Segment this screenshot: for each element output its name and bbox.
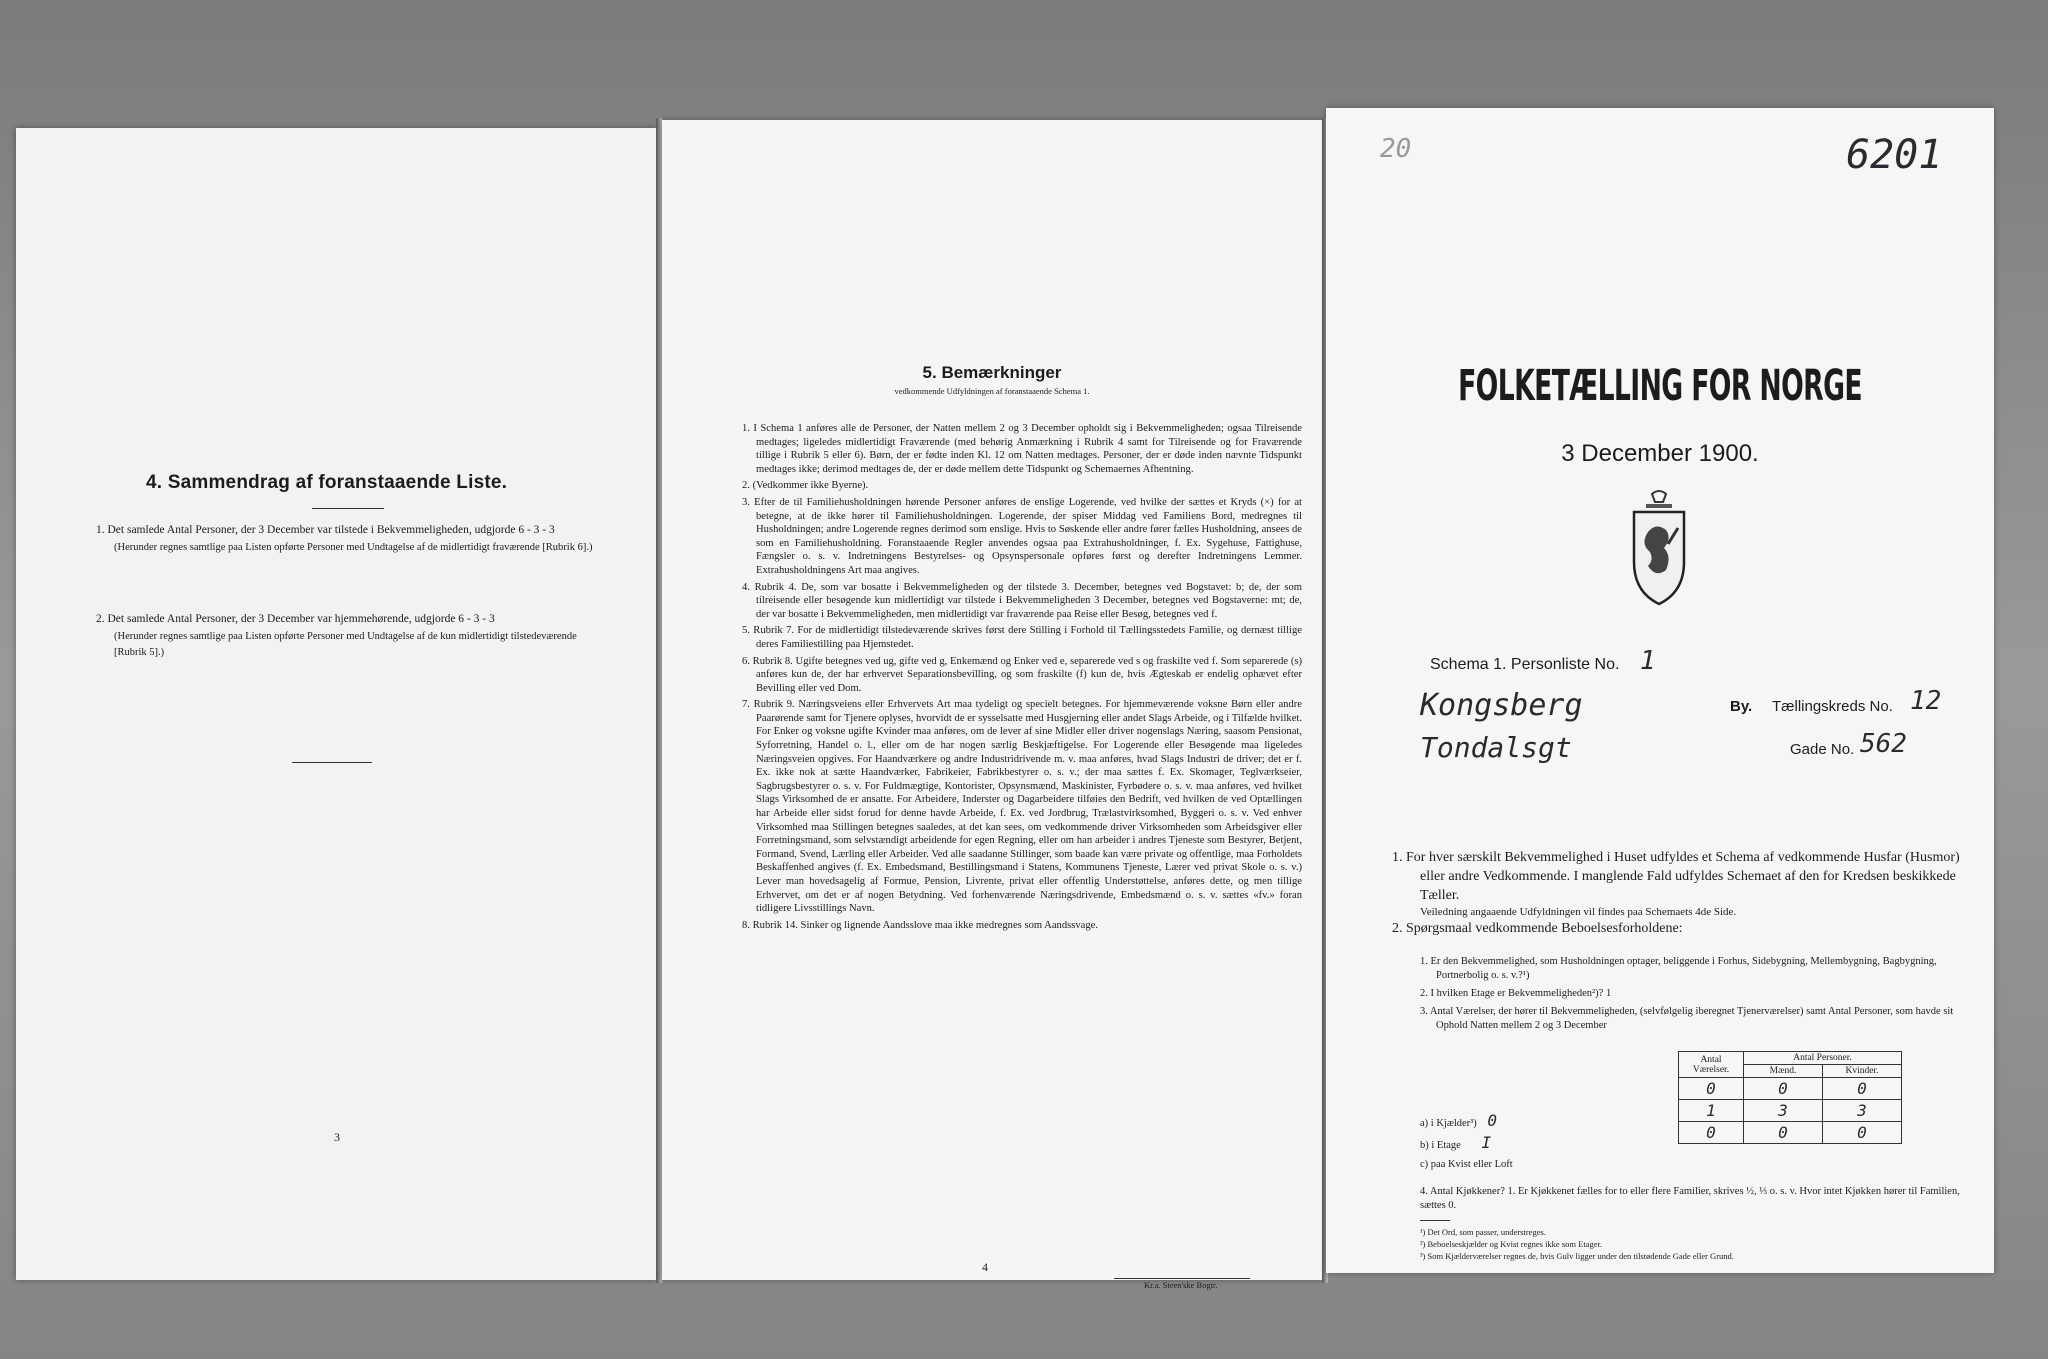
instructions [1392,848,1962,938]
summary-item-resident-text: 2. Det samlede Antal Personer, der 3 December var hjemmehørende, udgjorde 6 - 3 - 3 [96,613,495,625]
right-page [1326,108,1994,1273]
housing-question: 3. Antal Værelser, der hører til Bekvemmeligheden, (selvfølgelig iberegnet Tjenerværelser) samt Antal Personer, som havde sit Ophold Natten mellem 2 og 3 December [1420,1006,1954,1031]
left-page-title: 4. Sammendrag af foranstaaende Liste. [146,472,508,493]
schema-label: Schema 1. Personliste No. [1430,656,1620,673]
middle-page [662,120,1322,1290]
row-label-text: c) paa Kvist eller Loft [1420,1159,1513,1170]
cell-men: 3 [1744,1100,1823,1122]
summary-item-present [96,523,606,556]
coat-of-arms-icon [1624,488,1694,608]
instruction-item: 1. For hver særskilt Bekvemmelighed i Huset udfyldes et Schema af vedkommende Husfar (Husmor) eller andre Vedkommende. I manglende Fald udfyldes Schemaet af den for Kredsen beskikkede Tæller. [1392,850,1960,903]
footnote: ¹) Det Ord, som passer, understreges. [1420,1227,1546,1237]
housing-questions [1420,955,1965,1037]
printer-credit: Kr.a. Steen'ske Bogtr. [1144,1280,1218,1290]
middle-page-number: 4 [982,1260,988,1274]
remark-item: 7. Rubrik 9. Næringsveiens eller Erhvervets Art maa tydeligt og specielt betegnes. For hjemmeværende voksne Børn eller andre Paarørende samt for Tjenere oplyses, hvorvidt de er sysselsatte med Husgjerning eller andet Slags Arbeide, og i Tilfælde hvilket. For Enker og voksne ugifte Kvinder maa anføres, om de lever af sine Midler eller driver nogenslags Næring, saasom Pensionat, Syforretning, Handel o. l., eller om de har nogen særlig Beskjæftigelse. For Logerende eller Besøgende maa ligeledes Næringsveien opgives. For Haandværkere og andre Industridrivende m. v. maa anføres, hvad Slags Industri de driver; det er f. Ex. ikke nok at sætte Haandværker, Fabrikeier, Fabrikbestyrer o. s. v.; der maa sættes f. Ex. Skomager, Teglværkseier, Sagbrugsbestyrer o. s. v. For Fuldmægtige, Kontorister, Opsynsmænd, Maskinister, Fyrbødere o. s. v. maa anføres, ved hvilket Slags Virksomhed de er ansatte. For Arbeidere, Inderster og Dagarbeidere tilføies den Bedrift, ved hvilken de ved Optællingen har Arbeide eller sidst forud for denne havde Arbeide, f. Ex. ved Jordbrug, Trælastvirksomhed, Byggeri o. s. v. Ved enhver Virksomhed maa Stillingen betegnes saaledes, at det kan sees, om vedkommende driver Virksomheden som Arbeidsgiver eller Forretningsmand, som selvstændigt arbeidende for egen Regning, eller om han arbeider i andres Tjeneste som Bestyrer, Betjent, Formand, Svend, Lærling eller Arbeider. Ved alle saadanne Stillinger, som baade kan være private og offentlige, maa Forholdets Beskaffenhed angives (f. Ex. Embedsmand, Bestillingsmand i Statens, Kommunens Tjeneste, Lærer ved privat Skole o. s. v.) Lever man hovedsagelig af Formue, Pension, Livrente, privat eller offentlig Understøttelse, anføres dette, og men tillige Erhvervet, om det er af nogen Betydning. Ved forhenværende Næringsdrivende, Embedsmænd o. s. v. sættes «fv.» foran tidligere Livsstillings Navn. [742,699,1302,915]
table-row [1679,1122,1902,1144]
remark-item: 6. Rubrik 8. Ugifte betegnes ved ug, gifte ved g, Enkemænd og Enker ved e, separerede ved s og fraskilte ved f. Som separerede (s) anføres kun de, der har erhvervet Separationsbevilling, og som fraskilte (f) kun de, hvis Ægteskab er endelig ophævet efter Bevilling eller ved Dom. [742,655,1302,694]
gade-number: 562 [1860,729,1907,759]
gade-label: Gade No. [1790,741,1855,758]
census-date: 3 December 1900. [1561,440,1759,467]
cell-men: 0 [1744,1078,1823,1100]
pencil-note-archive-number: 6201 [1846,132,1943,178]
schema-line [1430,646,1656,676]
col-header-men: Mænd. [1744,1065,1823,1078]
kreds-label: Tællingskreds No. [1772,698,1893,715]
street-row [1420,731,1960,764]
kreds-number: 12 [1910,686,1942,716]
remark-item: 3. Efter de til Familiehusholdningen hørende Personer anføres de enslige Logerende, ved hvilke der sættes et Kryds (×) for at betegne, at de ikke hører til Familiehusholdningen. Logerende, der spiser Middag ved Familiens Bord, medregnes til Husholdningen; andre Logerende regnes derimod som enslige. Hvis to Søskende eller andre fører fælles Husholdning, ansees de som en Familiehusholdning. Foranstaaende Regler anvendes ogsaa paa Extrahusholdninger, f. Ex. Sygehuse, Fattighuse, Fængsler o. s. v. Indretningens Bestyrelses- og Opsynspersonale opføres først og derefter Indretningens Lemmer. Extrahusholdningens Art maa angives. [742,496,1302,576]
city-row [1420,688,1960,723]
row-label-floor [1420,1133,1680,1155]
street-handwritten: Tondalsgt [1420,731,1572,764]
personliste-number: 1 [1639,646,1656,676]
by-label: By. [1730,698,1753,715]
col-header-persons: Antal Personer. [1744,1052,1902,1065]
remark-item: 2. (Vedkommer ikke Byerne). [742,480,869,492]
cell-rooms: 0 [1679,1078,1744,1100]
cell-rooms: 0 [1679,1122,1744,1144]
footnote: ³) Som Kjælderværelser regnes de, hvis Gulv ligger under den tilstødende Gade eller Grund. [1420,1251,1734,1261]
footnote: ²) Beboelseskjælder og Kvist regnes ikke som Etager. [1420,1239,1602,1249]
cell-women: 3 [1823,1100,1902,1122]
cell-women: 0 [1823,1122,1902,1144]
city-handwritten: Kongsberg [1420,688,1583,723]
section-divider [292,762,372,763]
table-row [1679,1078,1902,1100]
remarks-list [742,422,1302,935]
remarks-subtitle: vedkommende Udfyldningen af foranstaaende Schema 1. [894,386,1090,396]
col-header-rooms: Antal Værelser. [1679,1052,1744,1078]
footnotes [1420,1226,1965,1262]
census-title: FOLKETÆLLING FOR NORGE [1458,361,1862,411]
remark-item: 8. Rubrik 14. Sinker og lignende Aandsslove maa ikke medregnes som Aandssvage. [742,919,1099,931]
row-hand-value: I [1481,1133,1492,1152]
kitchen-question: 4. Antal Kjøkkener? 1. Er Kjøkkenet fælles for to eller flere Familier, skrives ½, ⅓ o. s. v. Hvor intet Kjøkken hører til Familien, sættes 0. [1420,1186,1960,1211]
instruction-item: 2. Spørgsmaal vedkommende Beboelsesforholdene: [1392,921,1683,936]
left-page [16,128,656,1280]
remark-item: 5. Rubrik 7. For de midlertidigt tilstedeværende skrives først dere Stilling i Forhold til Tællingsstedets Familie, og dernæst tillige deres Familiestilling paa Hjemstedet. [742,625,1302,650]
summary-item-resident-note: (Herunder regnes samtlige paa Listen opførte Personer med Undtagelse af de kun midlertidigt tilstedeværende [Rubrik 5].) [114,631,577,658]
summary-item-present-text: 1. Det samlede Antal Personer, der 3 December var tilstede i Bekvemmeligheden, udgjorde 6 - 3 - 3 [96,524,555,536]
row-hand-value: 0 [1487,1111,1498,1130]
table-row-labels [1420,1111,1680,1174]
housing-question: 2. I hvilken Etage er Bekvemmeligheden²)? 1 [1420,988,1612,999]
cell-women: 0 [1823,1078,1902,1100]
row-label-basement [1420,1111,1680,1133]
cell-men: 0 [1744,1122,1823,1144]
col-header-women: Kvinder. [1823,1065,1902,1078]
row-label-text: b) i Etage [1420,1140,1461,1151]
remarks-title: 5. Bemærkninger [922,363,1062,382]
remark-item: 4. Rubrik 4. De, som var bosatte i Bekvemmeligheden og der tilstede 3. December, betegnes ved Bogstavet: b; de, der som tilreisende eller besøgende kun midlertidigt var tilstede i Bekvemmeligheden 3 December, betegnes ved Bogstaverne: mt; de, der var bosatte i Bekvemmeligheden, men midlertidigt var fraværende paa Reise eller Besøg, betegnes ved f. [742,581,1302,620]
rooms-persons-table [1678,1051,1902,1144]
housing-question: 1. Er den Bekvemmelighed, som Husholdningen optager, beliggende i Forhus, Sidebygning, Mellembygning, Bagbygning, Portnerbolig o. s. v.?¹) [1420,956,1937,981]
cell-rooms: 1 [1679,1100,1744,1122]
summary-item-resident [96,612,606,660]
pencil-note-left: 20 [1380,134,1412,164]
instruction-note: Veiledning angaaende Udfyldningen vil findes paa Schemaets 4de Side. [1420,906,1737,918]
row-label-text: a) i Kjælder³) [1420,1118,1477,1129]
title-divider [312,508,384,509]
remark-item: 1. I Schema 1 anføres alle de Personer, der Natten mellem 2 og 3 December opholdt sig i Bekvemmeligheden; ogsaa Tilreisende medtages; ligeledes midlertidigt Fraværende (med behørig Anmærkning i Rubrik 4 samt for Tilreisende og for Fraværende tillige i Rubrik 5 eller 6). Børn, der er fødte inden Kl. 12 om Natten medtages. Personer, der er døde inden nævnte Tidspunkt medtages ikke; derimod medtages de, der er døde mellem dette Tidspunkt og Schemaernes Afhentning. [742,423,1302,475]
table-row [1679,1100,1902,1122]
printer-rule [1114,1278,1250,1279]
summary-item-present-note: (Herunder regnes samtlige paa Listen opførte Personer med Undtagelse af de midlertidigt fraværende [Rubrik 6].) [114,542,593,554]
footnote-divider [1420,1220,1450,1221]
row-label-attic [1420,1155,1680,1174]
left-page-number: 3 [334,1130,340,1144]
